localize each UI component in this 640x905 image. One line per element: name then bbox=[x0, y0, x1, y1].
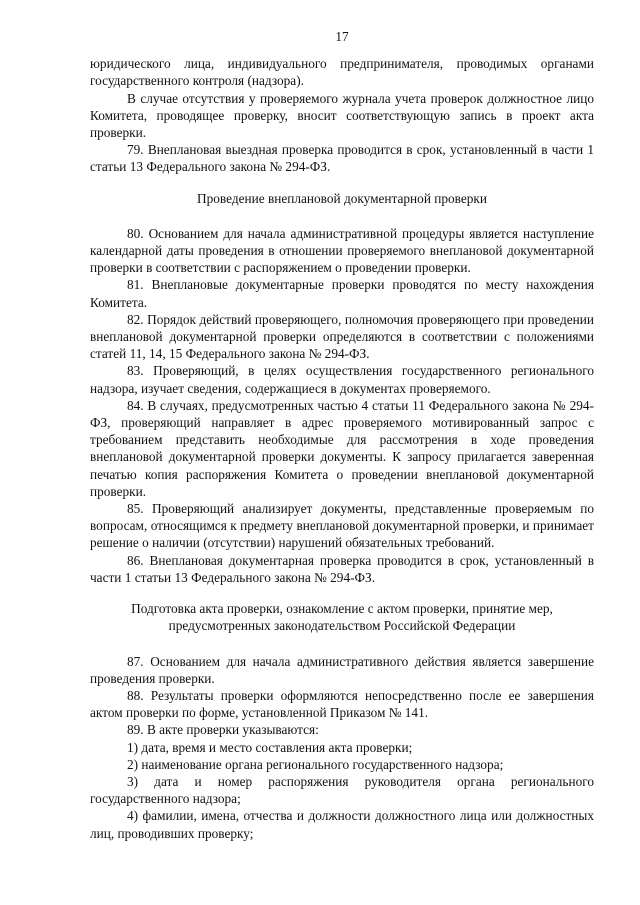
list-item: 2) наименование органа регионального государственного надзора; bbox=[127, 756, 504, 772]
paragraph-86: 86. Внеплановая документарная проверка проводится в срок, установленный в части 1 статьи 13 Федерального закона № 294-ФЗ. bbox=[90, 552, 594, 585]
paragraph-83: 83. Проверяющий, в целях осуществления государственного регионального надзора, изучает сведения, содержащиеся в документах проверяемого. bbox=[90, 363, 594, 396]
paragraph-82: 82. Порядок действий проверяющего, полномочия проверяющего при проведении внеплановой документарной проверки определяются в соответствии с положениями статей 11, 14, 15 Федерального закона № 294-ФЗ. bbox=[90, 311, 594, 362]
document-page bbox=[90, 28, 594, 842]
section-heading-documentary-inspection: Проведение внеплановой документарной проверки bbox=[197, 190, 487, 206]
list-item: 1) дата, время и место составления акта проверки; bbox=[127, 739, 413, 755]
paragraph-89: 89. В акте проверки указываются: bbox=[127, 722, 319, 738]
paragraph: В случае отсутствия у проверяемого журнала учета проверок должностное лицо Комитета, проводящее проверку, вносит соответствующую запись в проект акта проверки. bbox=[90, 90, 594, 141]
paragraph-79: 79. Внеплановая выездная проверка проводится в срок, установленный в части 1 статьи 13 Федерального закона № 294-ФЗ. bbox=[90, 142, 594, 175]
paragraph-80: 80. Основанием для начала административной процедуры является наступление календарной даты проведения в отношении проверяемого внеплановой документарной проверки в соответствии с распоряжением о проведении проверки. bbox=[90, 225, 594, 276]
paragraph: юридического лица, индивидуального предпринимателя, проводимых органами государственного контроля (надзора). bbox=[90, 56, 594, 89]
paragraph-87: 87. Основанием для начала административного действия является завершение проведения проверки. bbox=[90, 653, 594, 686]
paragraph-84: 84. В случаях, предусмотренных частью 4 статьи 11 Федерального закона № 294-ФЗ, проверяющий направляет в адрес проверяемого мотивированный запрос с требованием представить необходимые для рассмотрения в ходе проведения внеплановой документарной проверки документы. К запросу прилагается заверенная печатью копия распоряжения Комитета о проведении внеплановой документарной проверки. bbox=[90, 397, 594, 499]
paragraph-88: 88. Результаты проверки оформляются непосредственно после ее завершения актом проверки по форме, установленной Приказом № 141. bbox=[90, 687, 594, 721]
section-heading-act-line1: Подготовка акта проверки, ознакомление с актом проверки, принятие мер, bbox=[131, 601, 553, 617]
paragraph-85: 85. Проверяющий анализирует документы, представленные проверяемым по вопросам, относящимся к предмету внеплановой документарной проверки, и принимает решение о наличии (отсутствии) нарушений обязательных требований. bbox=[90, 501, 594, 551]
page-number: 17 bbox=[335, 29, 349, 44]
list-item: 4) фамилии, имена, отчества и должности должностного лица или должностных лиц, проводивших проверку; bbox=[90, 808, 594, 841]
list-item: 3) дата и номер распоряжения руководителя органа регионального государственного надзора; bbox=[90, 773, 594, 807]
paragraph-81: 81. Внеплановые документарные проверки проводятся по месту нахождения Комитета. bbox=[90, 277, 594, 310]
section-heading-act-line2: предусмотренных законодательством Российской Федерации bbox=[168, 618, 516, 634]
